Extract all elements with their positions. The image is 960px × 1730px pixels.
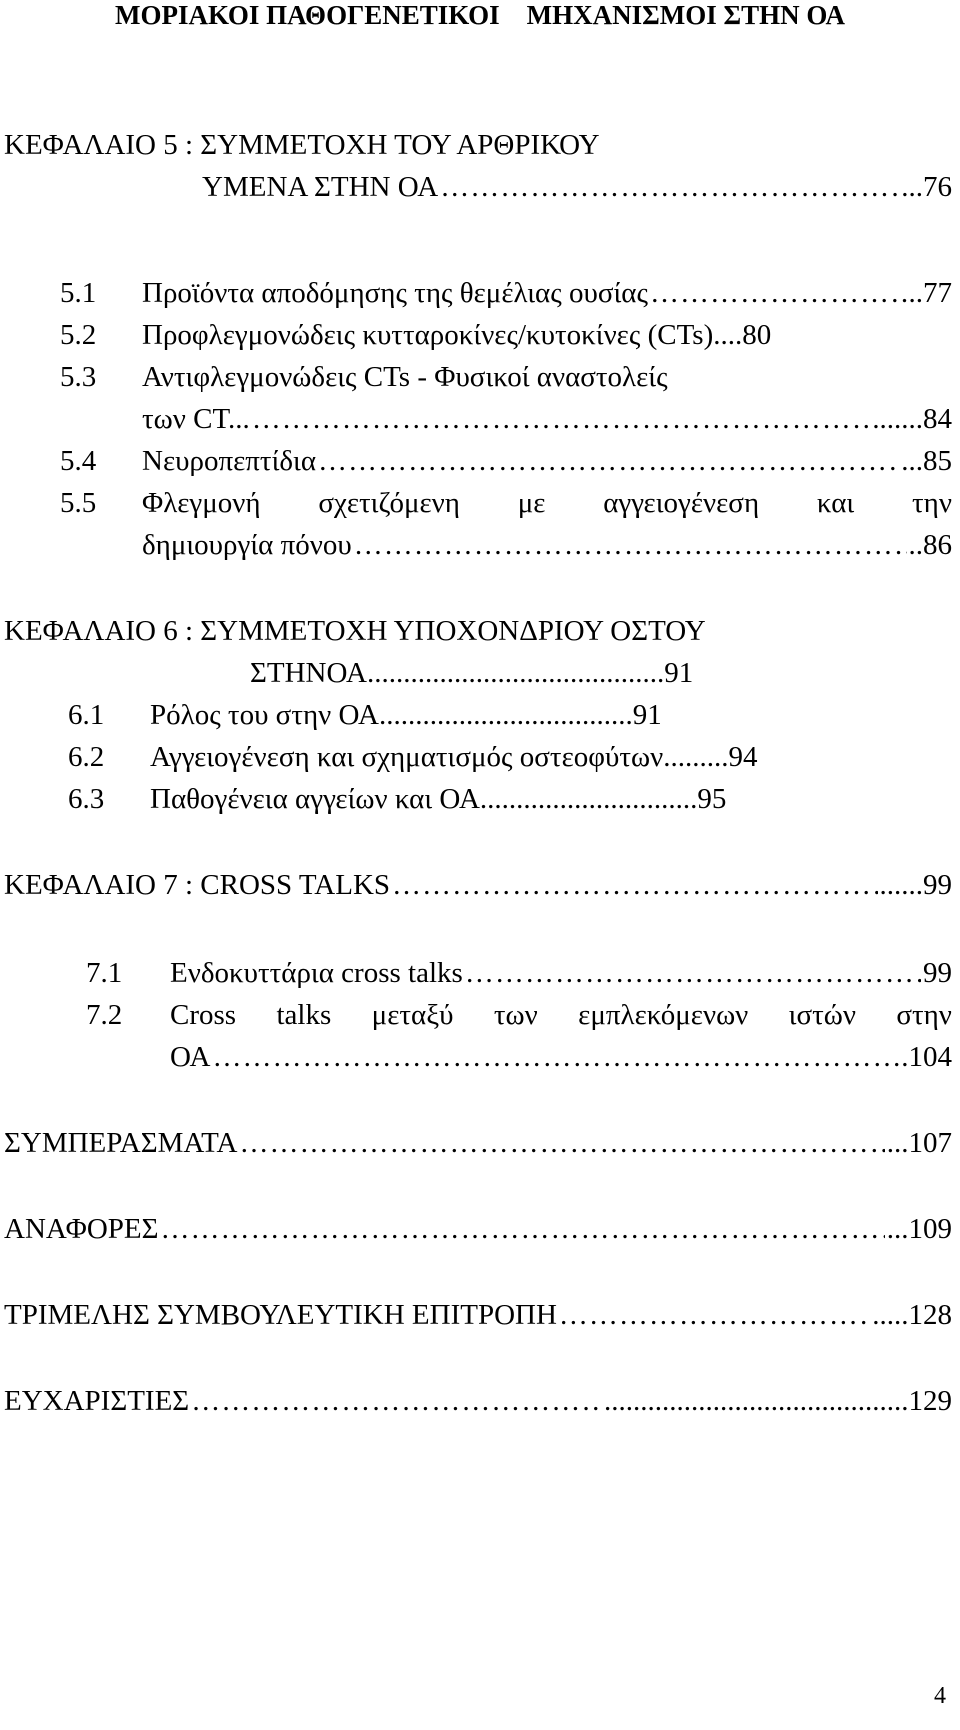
entry-title-cont: των CT... xyxy=(142,403,250,435)
entry-number: 5.5 xyxy=(60,487,97,519)
entry-page: ..86 xyxy=(908,529,952,561)
chapter-5-title-text: ΥΜΕΝΑ ΣΤΗΝ ΟΑ xyxy=(202,171,439,203)
chapter-7-title-text: ΚΕΦΑΛΑΙΟ 7 : CROSS TALKS xyxy=(4,869,391,901)
entry-title: Αντιφλεγμονώδεις CTs - Φυσικοί αναστολείς xyxy=(142,361,668,393)
leader-dots xyxy=(559,1298,870,1332)
entry-title-cont: δημιουργία πόνου xyxy=(142,529,352,561)
entry-page: ....80 xyxy=(713,319,772,351)
entry-title: Προϊόντα αποδόμησης της θεμέλιας ουσίας xyxy=(142,277,648,309)
chapter-7-page: ......99 xyxy=(879,869,952,901)
toc-entry-5-3 xyxy=(60,360,668,394)
entry-number: 5.1 xyxy=(60,277,97,309)
chapter-7-title xyxy=(4,868,952,902)
entry-title: Ρόλος του στην ΟΑ...................................91 xyxy=(150,699,662,731)
entry-page: ...107 xyxy=(886,1127,952,1159)
toc-entry-6-2 xyxy=(68,740,757,774)
toc-entry-7-1 xyxy=(86,956,952,990)
page-number: 4 xyxy=(934,1683,946,1709)
leader-dots xyxy=(191,1384,602,1418)
running-header: ΜΟΡΙΑΚΟΙ ΠΑΘΟΓΕΝΕΤΙΚΟΙ ΜΗΧΑΝΙΣΜΟΙ ΣΤΗΝ ΟΑ xyxy=(115,0,845,30)
entry-title: ΣΥΜΠΕΡΑΣΜΑΤΑ xyxy=(4,1127,238,1159)
toc-entry-5-1 xyxy=(60,276,952,310)
toc-entry-6-3 xyxy=(68,782,726,816)
leader-dots xyxy=(650,276,907,310)
chapter-6-title-line2: ΣΤΗΝΟΑ.........................................91 xyxy=(250,657,694,689)
leader-dots xyxy=(354,528,907,562)
entry-title: ΕΥΧΑΡΙΣΤΙΕΣ xyxy=(4,1385,190,1417)
toc-entry-7-2 xyxy=(86,998,952,1032)
entry-number: 5.4 xyxy=(60,445,97,477)
entry-page: ...109 xyxy=(886,1213,952,1245)
entry-page: ..77 xyxy=(908,277,952,309)
chapter-5-title-line1: ΚΕΦΑΛΑΙΟ 5 : ΣΥΜΜΕΤΟΧΗ ΤΟΥ ΑΡΘΡΙΚΟΥ xyxy=(4,129,600,161)
leader-dots xyxy=(213,1040,900,1074)
entry-number: 7.1 xyxy=(86,957,123,989)
entry-title: Ενδοκυττάρια cross talks xyxy=(170,957,463,989)
toc-entry-5-5-cont xyxy=(142,528,952,562)
entry-title: ΑΝΑΦΟΡΕΣ xyxy=(4,1213,159,1245)
entry-page: ...85 xyxy=(901,445,952,477)
entry-page: .....128 xyxy=(872,1299,952,1331)
chapter-5-title-line2 xyxy=(202,170,952,204)
leader-dots xyxy=(252,402,878,436)
entry-title: ΤΡΙΜΕΛΗΣ ΣΥΜΒΟΥΛΕΥΤΙΚΗ ΕΠΙΤΡΟΠΗ xyxy=(4,1299,557,1331)
entry-page: 99 xyxy=(923,957,952,989)
leader-dots xyxy=(440,170,899,204)
entry-title-cont: ΟΑ xyxy=(170,1041,211,1073)
leader-dots xyxy=(465,956,921,990)
toc-entry-5-5 xyxy=(60,486,952,520)
toc-entry-references xyxy=(4,1212,952,1246)
entry-title: Cross talks μεταξύ των εμπλεκόμενων ιστών στην xyxy=(170,999,952,1031)
entry-number: 6.1 xyxy=(68,699,105,731)
entry-title: Προφλεγμονώδεις κυτταροκίνες/κυτοκίνες (CTs) xyxy=(142,319,714,351)
entry-page: .104 xyxy=(901,1041,952,1073)
toc-entry-committee xyxy=(4,1298,952,1332)
leader-dots xyxy=(239,1126,884,1160)
toc-entry-conclusions xyxy=(4,1126,952,1160)
entry-page: ..........................................129 xyxy=(604,1385,952,1417)
entry-title: Νευροπεπτίδια xyxy=(142,445,317,477)
entry-page: ......84 xyxy=(879,403,952,435)
entry-number: 7.2 xyxy=(86,999,123,1031)
leader-dots xyxy=(318,444,899,478)
toc-entry-5-2 xyxy=(60,318,952,352)
toc-entry-5-4 xyxy=(60,444,952,478)
entry-number: 5.2 xyxy=(60,319,97,351)
leader-dots xyxy=(392,868,877,902)
chapter-5-page: ...76 xyxy=(901,171,952,203)
toc-entry-5-3-cont xyxy=(142,402,952,436)
entry-title: Φλεγμονή σχετιζόμενη με αγγειογένεση και την xyxy=(142,487,952,519)
entry-number: 5.3 xyxy=(60,361,97,393)
entry-number: 6.3 xyxy=(68,783,105,815)
toc-entry-6-1 xyxy=(68,698,662,732)
entry-title: Παθογένεια αγγείων και ΟΑ..............................95 xyxy=(150,783,727,815)
leader-dots xyxy=(161,1212,885,1246)
entry-number: 6.2 xyxy=(68,741,105,773)
toc-entry-7-2-cont xyxy=(170,1040,952,1074)
toc-entry-thanks xyxy=(4,1384,952,1418)
chapter-6-title-line1: ΚΕΦΑΛΑΙΟ 6 : ΣΥΜΜΕΤΟΧΗ ΥΠΟΧΟΝΔΡΙΟΥ ΟΣΤΟΥ xyxy=(4,615,706,647)
entry-title: Αγγειογένεση και σχηματισμός οστεοφύτων.........94 xyxy=(150,741,758,773)
